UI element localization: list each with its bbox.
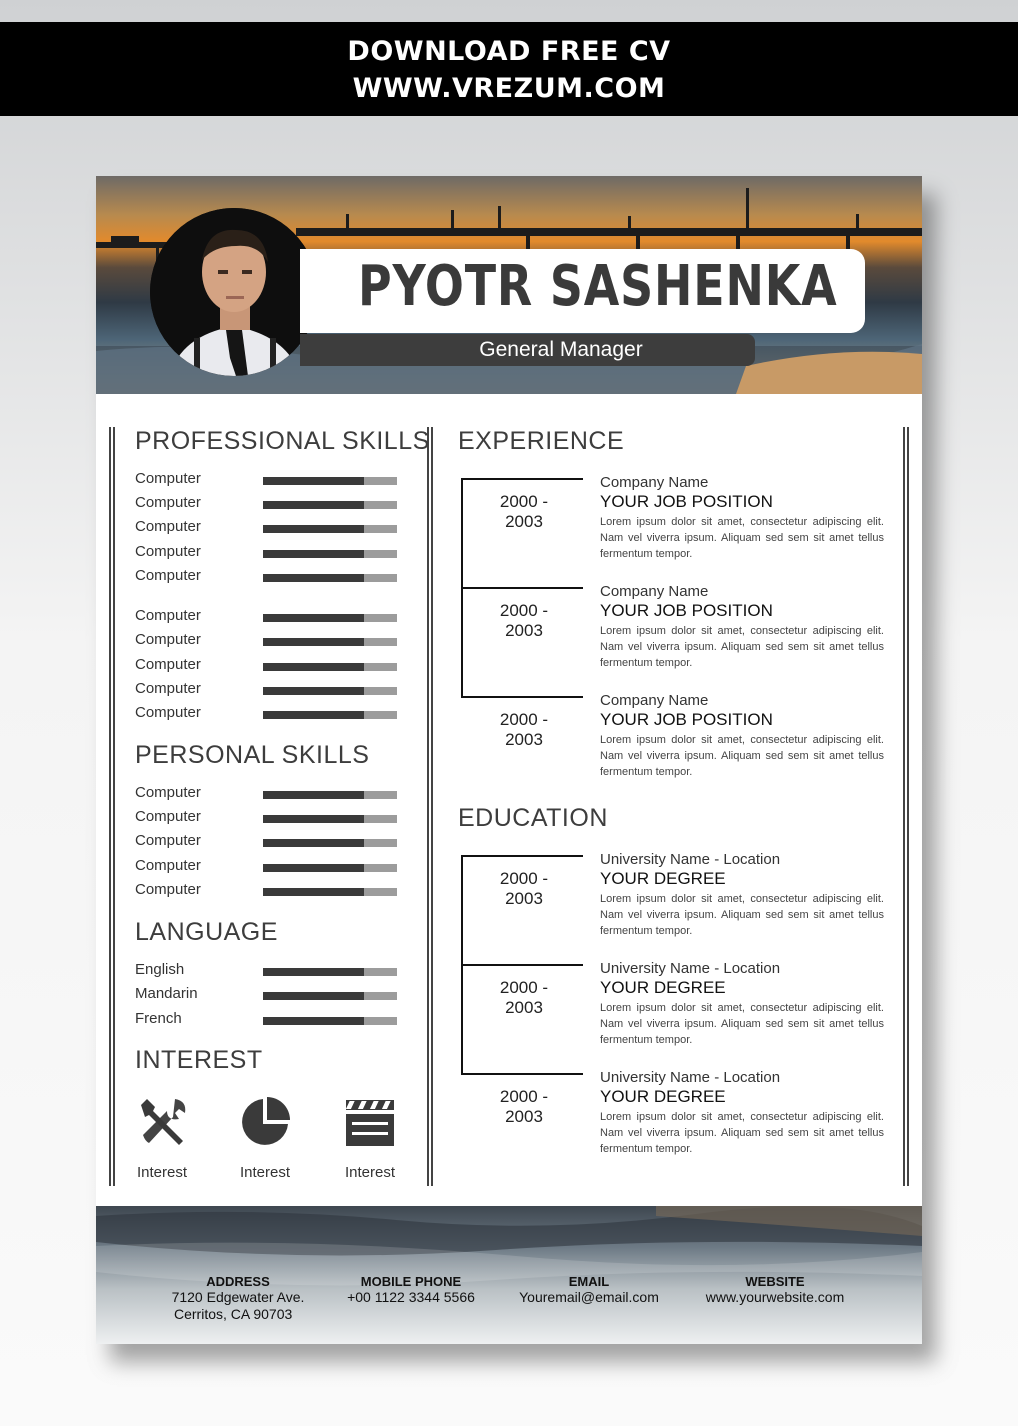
entry-description: Lorem ipsum dolor sit amet, consectetur adipiscing elit. Nam vel viverra ipsum. Aliquam sed sem sit amet tellus fermentum tempor.	[600, 734, 884, 778]
skill-level-bar	[263, 839, 397, 847]
left-rule-inner	[113, 427, 115, 1186]
skill-label: Mandarin	[135, 985, 198, 1002]
timeline-connector	[461, 1073, 583, 1075]
skill-level-fill	[263, 687, 364, 695]
phone-label: MOBILE PHONE	[360, 1274, 462, 1289]
skill-label: Computer	[135, 680, 201, 697]
entry-description: Lorem ipsum dolor sit amet, consectetur adipiscing elit. Nam vel viverra ipsum. Aliquam sed sem sit amet tellus fermentum tempor.	[600, 625, 884, 669]
entry-position: YOUR DEGREE	[600, 869, 726, 888]
language-heading: LANGUAGE	[135, 918, 278, 946]
address-line-1: 7120 Edgewater Ave.	[171, 1289, 305, 1305]
interest-label: Interest	[136, 1164, 188, 1181]
entry-organization: Company Name	[600, 583, 709, 600]
interest-item	[225, 1094, 305, 1181]
skill-row	[135, 494, 397, 518]
website-value[interactable]: www.yourwebsite.com	[705, 1289, 845, 1305]
skill-row	[135, 832, 397, 856]
skill-level-bar	[263, 791, 397, 799]
skill-label: French	[135, 1010, 182, 1027]
entry-organization: University Name - Location	[600, 1069, 781, 1086]
skill-level-fill	[263, 968, 364, 976]
entry-organization: University Name - Location	[600, 851, 781, 868]
footer-address	[168, 1274, 308, 1323]
entry-date: 2000 - 2003	[499, 492, 549, 531]
tools-icon	[135, 1095, 189, 1149]
timeline-connector	[461, 478, 583, 480]
entry-position: YOUR JOB POSITION	[600, 492, 773, 511]
address-label: ADDRESS	[206, 1274, 270, 1289]
skill-label: Computer	[135, 832, 201, 849]
skill-level-fill	[263, 711, 364, 719]
skill-label: Computer	[135, 567, 201, 584]
interest-item	[330, 1094, 410, 1181]
professional-skills-heading: PROFESSIONAL SKILLS	[135, 427, 430, 455]
skill-row	[135, 881, 397, 905]
timeline-spine	[461, 855, 463, 1073]
skill-level-bar	[263, 888, 397, 896]
timeline-connector	[461, 855, 583, 857]
interest-heading: INTEREST	[135, 1046, 263, 1074]
right-rule-outer	[903, 427, 905, 1186]
skill-level-bar	[263, 687, 397, 695]
website-label: WEBSITE	[745, 1274, 805, 1289]
resume-sheet	[96, 176, 922, 1344]
timeline-connector	[461, 964, 583, 966]
entry-description: Lorem ipsum dolor sit amet, consectetur adipiscing elit. Nam vel viverra ipsum. Aliquam sed sem sit amet tellus fermentum tempor.	[600, 516, 884, 560]
entry-date: 2000 - 2003	[499, 710, 549, 749]
skill-row	[135, 704, 397, 728]
skill-row	[135, 857, 397, 881]
skill-row	[135, 1010, 397, 1034]
skill-label: Computer	[135, 607, 201, 624]
skill-label: Computer	[135, 470, 201, 487]
skill-row	[135, 470, 397, 494]
skill-row	[135, 985, 397, 1009]
right-rule-inner	[907, 427, 909, 1186]
email-label: EMAIL	[568, 1274, 610, 1289]
timeline-connector	[461, 587, 583, 589]
skill-label: English	[135, 961, 185, 978]
skill-level-bar	[263, 501, 397, 509]
candidate-name: PYOTR SASHENKA	[358, 254, 838, 319]
skill-row	[135, 543, 397, 567]
skill-level-fill	[263, 525, 364, 533]
skill-level-bar	[263, 614, 397, 622]
skill-label: Computer	[135, 656, 201, 673]
entry-date: 2000 - 2003	[499, 1087, 549, 1126]
skill-label: Computer	[135, 631, 201, 648]
skill-level-bar	[263, 638, 397, 646]
header-photo-banner	[96, 176, 922, 394]
skill-level-bar	[263, 663, 397, 671]
skill-level-fill	[263, 614, 364, 622]
entry-position: YOUR JOB POSITION	[600, 601, 773, 620]
timeline-entry	[461, 474, 891, 574]
entry-description: Lorem ipsum dolor sit amet, consectetur adipiscing elit. Nam vel viverra ipsum. Aliquam sed sem sit amet tellus fermentum tempor.	[600, 1111, 884, 1155]
experience-heading: EXPERIENCE	[458, 427, 625, 455]
skill-level-fill	[263, 550, 364, 558]
person-avatar-icon	[150, 208, 318, 376]
skill-level-bar	[263, 711, 397, 719]
entry-description: Lorem ipsum dolor sit amet, consectetur adipiscing elit. Nam vel viverra ipsum. Aliquam sed sem sit amet tellus fermentum tempor.	[600, 893, 884, 937]
interest-label: Interest	[344, 1164, 396, 1181]
timeline-connector	[461, 696, 583, 698]
skill-level-bar	[263, 864, 397, 872]
footer-email	[514, 1274, 664, 1306]
education-heading: EDUCATION	[458, 804, 608, 832]
skill-level-fill	[263, 864, 364, 872]
skill-level-bar	[263, 815, 397, 823]
skill-level-fill	[263, 574, 364, 582]
timeline-spine	[461, 478, 463, 696]
middle-rule-right	[431, 427, 433, 1186]
skill-label: Computer	[135, 494, 201, 511]
profile-photo	[150, 208, 318, 376]
skill-level-bar	[263, 477, 397, 485]
address-line-2: Cerritos, CA 90703	[174, 1306, 293, 1322]
skill-row	[135, 567, 397, 591]
timeline-entry	[461, 583, 891, 683]
skill-row	[135, 808, 397, 832]
skill-level-fill	[263, 1017, 364, 1025]
skill-level-fill	[263, 791, 364, 799]
skill-level-fill	[263, 888, 364, 896]
skill-row	[135, 680, 397, 704]
skill-label: Computer	[135, 857, 201, 874]
skill-level-bar	[263, 550, 397, 558]
skill-label: Computer	[135, 704, 201, 721]
skill-level-fill	[263, 638, 364, 646]
timeline-entry	[461, 960, 891, 1060]
left-rule-outer	[109, 427, 111, 1186]
interest-item	[122, 1094, 202, 1181]
skill-label: Computer	[135, 543, 201, 560]
skill-label: Computer	[135, 808, 201, 825]
skill-row	[135, 631, 397, 655]
skill-level-bar	[263, 992, 397, 1000]
entry-position: YOUR JOB POSITION	[600, 710, 773, 729]
banner-line-1: DOWNLOAD FREE CV	[347, 36, 671, 67]
entry-position: YOUR DEGREE	[600, 1087, 726, 1106]
skill-level-fill	[263, 839, 364, 847]
skill-row	[135, 784, 397, 808]
interest-label: Interest	[239, 1164, 291, 1181]
skill-row	[135, 656, 397, 680]
entry-position: YOUR DEGREE	[600, 978, 726, 997]
banner-line-2[interactable]: WWW.VREZUM.COM	[352, 73, 666, 104]
personal-skills-heading: PERSONAL SKILLS	[135, 741, 370, 769]
pie-chart-icon	[238, 1095, 292, 1149]
skill-level-fill	[263, 477, 364, 485]
skill-level-bar	[263, 1017, 397, 1025]
timeline-entry	[461, 851, 891, 951]
timeline-entry	[461, 1069, 891, 1169]
candidate-role: General Manager	[479, 338, 643, 361]
download-banner[interactable]	[0, 22, 1018, 116]
skill-level-fill	[263, 992, 364, 1000]
footer-website	[700, 1274, 850, 1306]
middle-rule-left	[427, 427, 429, 1186]
skill-row	[135, 518, 397, 542]
clapperboard-icon	[344, 1096, 396, 1148]
entry-description: Lorem ipsum dolor sit amet, consectetur adipiscing elit. Nam vel viverra ipsum. Aliquam sed sem sit amet tellus fermentum tempor.	[600, 1002, 884, 1046]
skill-level-bar	[263, 968, 397, 976]
entry-organization: Company Name	[600, 474, 709, 491]
phone-value[interactable]: +00 1122 3344 5566	[347, 1289, 475, 1305]
entry-organization: Company Name	[600, 692, 709, 709]
entry-date: 2000 - 2003	[499, 978, 549, 1017]
entry-organization: University Name - Location	[600, 960, 781, 977]
skill-label: Computer	[135, 784, 201, 801]
skill-row	[135, 607, 397, 631]
skill-level-fill	[263, 815, 364, 823]
skill-level-fill	[263, 663, 364, 671]
entry-date: 2000 - 2003	[499, 601, 549, 640]
skill-label: Computer	[135, 518, 201, 535]
email-value[interactable]: Youremail@email.com	[519, 1289, 659, 1305]
footer-phone	[336, 1274, 486, 1306]
skill-level-bar	[263, 525, 397, 533]
skill-label: Computer	[135, 881, 201, 898]
skill-level-fill	[263, 501, 364, 509]
timeline-entry	[461, 692, 891, 792]
skill-level-bar	[263, 574, 397, 582]
skill-row	[135, 961, 397, 985]
entry-date: 2000 - 2003	[499, 869, 549, 908]
